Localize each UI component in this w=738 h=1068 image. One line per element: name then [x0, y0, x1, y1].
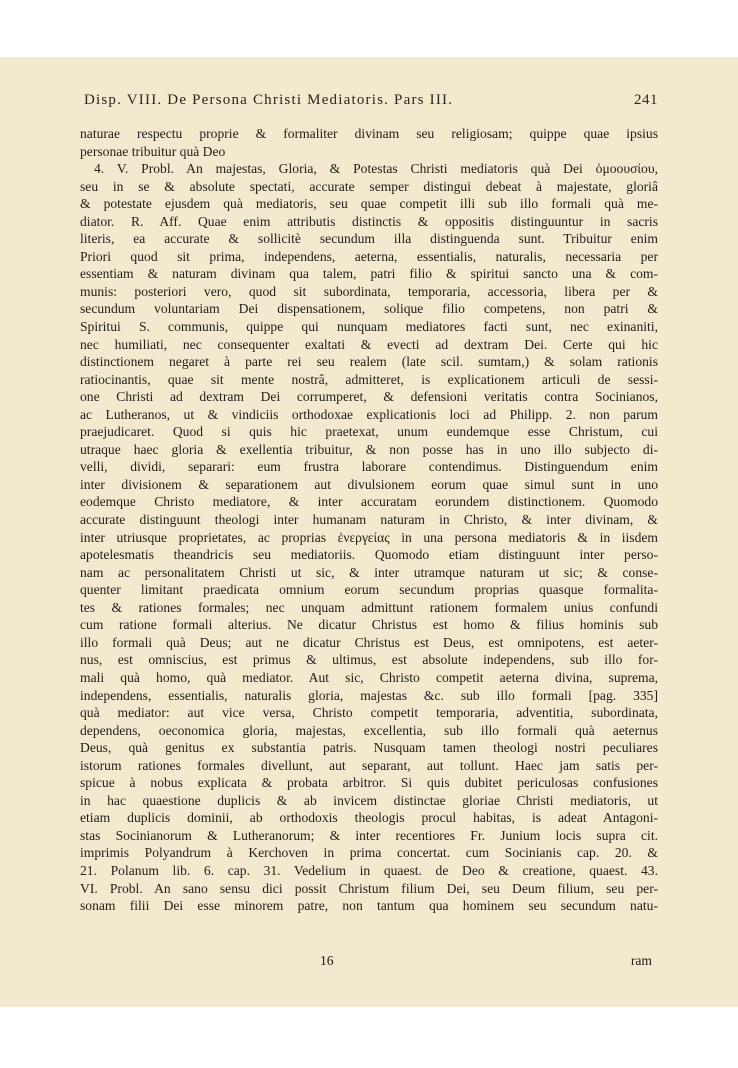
text-line: Deus, quà genitus ex substantia patris. Nusquam tamen theologi nostri peculiares: [80, 740, 658, 756]
page-number: 241: [634, 92, 658, 108]
text-line: accurate distinguunt theologi inter humanam naturam in Christo, & inter divinam, &: [80, 512, 658, 528]
text-line: inter utriusque proprietates, ac proprias ἐνεργείας in una persona mediatoris & in iisdem: [80, 529, 658, 545]
text-line: utraque haec gloria & exellentia tribuitur, & non posse has in uno illo subjecto di-: [80, 441, 658, 457]
text-line: etiam duplicis dominii, ab orthodoxis theologis procul habitas, is adeat Antagoni-: [80, 810, 658, 826]
text-line: seu in se & absolute spectati, accurate semper distingui debeat à majestate, gloriâ: [80, 178, 658, 194]
text-line: Priori quod sit prima, independens, aeterna, essentialis, naturalis, necessaria per: [80, 248, 658, 264]
text-line: & potestate ejusdem quà mediatoris, seu quae competit illi sub illo formali quà me-: [80, 196, 658, 212]
text-line: naturae respectu proprie & formaliter divinam seu religiosam; quippe quae ipsius: [80, 126, 658, 141]
text-line: ratiocinantis, quae sit mente nostrâ, admitteret, is explicationem articuli de sessi-: [80, 371, 658, 387]
running-title: Disp. VIII. De Persona Christi Mediatoris. Pars III.: [84, 92, 454, 108]
text-line: tes & rationes formales; nec unquam admittunt rationem formalem unius confundi: [80, 599, 658, 615]
text-line: VI. Probl. An sano sensu dici possit Christum filium Dei, seu Deum filium, seu per-: [80, 880, 658, 896]
text-line: Spiritui S. communis, quippe qui nunquam mediatores facti sunt, nec exinaniti,: [80, 319, 658, 335]
text-line: independens, essentialis, naturalis gloria, majestas &c. sub illo formali [pag. 335]: [80, 687, 658, 703]
text-line: nec humiliati, nec consequenter exaltati & evecti ad dextram Dei. Certe qui hic: [80, 336, 658, 352]
text-line: apotelesmatis theandricis seu mediatoriis. Quomodo etiam distinguunt inter perso-: [80, 547, 658, 563]
text-line: dependens, oeconomica gloria, majestas, excellentia, sub illo formali quà aeternus: [80, 722, 658, 738]
text-line: personae tribuitur quà Deo: [80, 143, 226, 159]
catchword: ram: [630, 953, 652, 968]
text-line: cum ratione formali alterius. Ne dicatur Christus est homo & filius hominis sub: [80, 617, 658, 633]
text-line: ac Lutheranos, ut & vindiciis orthodoxae explicationis loci ad Philipp. 2. non parum: [80, 406, 658, 422]
text-line: imprimis Polyandrum à Kerchoven in prima concertat. cum Socinianis cap. 20. &: [80, 845, 658, 861]
signature-mark: 16: [320, 953, 334, 968]
text-line: praejudicaret. Quod si quis hic praetexat, unum eundemque esse Christum, cui: [80, 424, 658, 440]
text-line: distinctionem negaret à parte rei seu realem (late scil. sumtam,) & solam rationis: [80, 354, 658, 370]
body-text: [80, 125, 658, 915]
text-line: sonam filii Dei esse minorem patre, non tantum qua hominem seu secundum natu-: [80, 898, 658, 914]
text-line: nus, est omniscius, est primus & ultimus, est absolute independens, sub illo for-: [80, 652, 658, 668]
text-line: nam ac personalitatem Christi ut sic, & inter utramque naturam ut sic; & conse-: [80, 564, 658, 580]
text-line: istorum rationes formales divellunt, aut separant, aut tollunt. Haec jam satis per-: [80, 757, 658, 773]
text-line: eodemque Christo mediatore, & inter accuratam eorundem distinctionem. Quomodo: [80, 494, 658, 510]
text-line: quenter limitant praedicata omnium eorum secundum proprias quasque formalita-: [80, 582, 658, 598]
text-line: munis: posteriori vero, quod sit subordinata, temporaria, accessoria, libera per &: [80, 283, 658, 299]
book-page: [0, 57, 738, 1007]
text-line: diator. R. Aff. Quae enim attributis distinctis & oppositis distinguuntur in sacris: [80, 213, 658, 229]
text-line: quà mediator: aut vice versa, Christo competit temporaria, adventitia, subordinata,: [80, 705, 658, 721]
text-line: one Christi ad dextram Dei corrumperet, & defensioni veritatis contra Socinianos,: [80, 389, 658, 405]
text-line: stas Socinianorum & Lutheranorum; & inter recentiores Fr. Junium locis supra cit.: [80, 827, 658, 843]
text-line: velli, dividi, separari: eum frustra laborare contendimus. Distinguendum enim: [80, 459, 658, 475]
text-line: 4. V. Probl. An majestas, Gloria, & Potestas Christi mediatoris quà Dei ὁμοουσίου,: [94, 161, 658, 177]
text-line: secundum voluntariam Dei dispensationem, solique filio competens, non patri &: [80, 301, 658, 317]
text-line: in hac quaestione duplicis & ab invicem distinctae gloriae Christi mediatoris, ut: [80, 792, 658, 808]
text-line: inter divisionem & separationem aut divulsionem eorum quae simul sunt in uno: [80, 476, 658, 492]
text-line: spicue à nobus explicata & probata arbitror. Si quis dubitet periculosas confusiones: [80, 775, 658, 791]
text-line: mali quà homo, quà mediator. Aut sic, Christo competit aeterna divina, suprema,: [80, 669, 658, 685]
text-line: 21. Polanum lib. 6. cap. 31. Vedelium in quaest. de Deo & creatione, quaest. 43.: [80, 862, 658, 878]
text-line: literis, ea accurate & sollicitè secundum illa distinguenda sunt. Tribuitur enim: [80, 231, 658, 247]
text-line: essentiam & naturam divinam qua talem, patri filio & spiritui sancto una & com-: [80, 266, 658, 282]
text-line: illo formali quà Deus; aut ne dicatur Christus est Deus, est omnipotens, est aeter-: [80, 634, 658, 650]
